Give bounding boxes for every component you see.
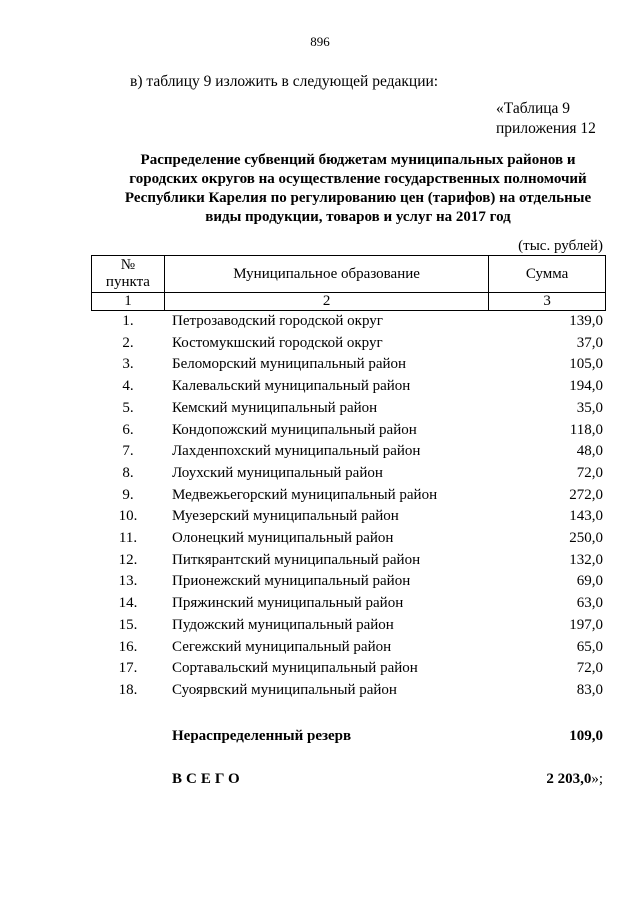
row-amount: 272,0 [569,486,603,503]
row-number: 11. [118,530,138,546]
header-amount-cell: Сумма [489,256,606,293]
table-reference-line: приложения 12 [496,120,596,137]
column-index-3: 3 [489,293,606,311]
table-row [0,443,640,465]
row-name: Олонецкий муниципальный район [172,530,394,546]
row-name: Питкярантский муниципальный район [172,551,421,568]
row-amount: 105,0 [569,356,603,373]
row-amount: 72,0 [576,464,603,481]
header-number-sign: № [120,257,136,273]
table-row [0,465,640,487]
row-number: 12. [118,551,138,568]
row-name: Петрозаводский городской округ [172,313,383,329]
table-row [0,335,640,357]
table-row [0,508,640,530]
title-line: Распределение субвенций бюджетам муниципальных районов и [140,152,576,168]
row-name: Прионежский муниципальный район [172,573,411,590]
reserve-label: Нераспределенный резерв [172,728,352,744]
title-line: виды продукции, товаров и услуг на 2017 год [205,209,511,225]
reserve-row [0,728,640,750]
header-number-word: пункта [105,274,150,290]
table-row [0,313,640,335]
row-name: Беломорский муниципальный район [172,356,407,373]
row-amount: 132,0 [569,551,603,568]
row-amount: 197,0 [569,616,603,633]
row-name: Кемский муниципальный район [172,399,378,416]
table-row [0,378,640,400]
row-name: Суоярвский муниципальный район [172,681,397,698]
row-amount: 139,0 [569,313,603,329]
table-row [0,617,640,639]
row-name: Костомукшский городской округ [172,334,383,351]
row-amount: 65,0 [576,638,603,655]
row-number: 6. [122,421,134,438]
row-number: 18. [118,681,138,698]
total-row [0,771,640,793]
reserve-amount: 109,0 [569,728,603,744]
total-amount-group [546,771,603,788]
row-number: 17. [118,660,138,677]
intro-text: в) таблицу 9 изложить в следующей редакции: [130,73,439,90]
row-amount: 72,0 [576,660,603,677]
page-number: 896 [310,34,330,49]
row-number: 8. [122,464,134,481]
unit-label: (тыс. рублей) [518,238,603,254]
table-row [0,400,640,422]
total-amount: 2 203,0 [546,771,592,787]
row-amount: 250,0 [569,530,603,546]
table-header [91,255,606,311]
row-amount: 118,0 [569,421,603,438]
row-number: 9. [122,486,134,503]
row-number: 7. [122,443,134,460]
row-number: 14. [118,595,138,612]
table-row [0,660,640,682]
column-index-2: 2 [164,293,488,311]
row-name: Сортавальский муниципальный район [172,660,418,677]
table-reference [496,99,596,139]
column-index-1: 1 [92,293,165,311]
row-name: Пряжинский муниципальный район [172,595,404,612]
row-number: 3. [122,356,134,373]
table-row [0,530,640,552]
row-amount: 143,0 [569,508,603,525]
row-number: 5. [122,399,134,416]
table-row [0,356,640,378]
document-title [90,151,626,227]
table-row [0,595,640,617]
row-amount: 48,0 [576,443,603,460]
table-row [0,639,640,661]
table-reference-line: «Таблица 9 [496,100,571,117]
table-row [0,422,640,444]
header-number-cell [92,256,165,293]
row-name: Медвежьегорский муниципальный район [172,486,438,503]
row-name: Кондопожский муниципальный район [172,421,417,438]
row-amount: 63,0 [576,595,603,612]
row-name: Лахденпохский муниципальный район [172,443,421,460]
table-row [0,573,640,595]
table-row [0,682,640,704]
row-name: Пудожский муниципальный район [172,616,394,633]
title-line: Республики Карелия по регулированию цен (тарифов) на отдельные [124,190,592,206]
row-number: 16. [118,638,138,655]
header-entity-cell: Муниципальное образование [164,256,488,293]
row-number: 13. [118,573,138,590]
row-name: Муезерский муниципальный район [172,508,399,525]
row-amount: 37,0 [576,334,603,351]
row-number: 1. [122,313,134,329]
row-number: 2. [122,334,134,351]
title-line: городских округов на осуществление государственных полномочий [129,171,587,187]
total-label: ВСЕГО [172,771,244,787]
row-name: Калевальский муниципальный район [172,378,411,395]
row-name: Сегежский муниципальный район [172,638,392,655]
row-amount: 69,0 [576,573,603,590]
row-number: 15. [118,616,138,633]
row-amount: 83,0 [576,681,603,698]
table-row [0,552,640,574]
table-row [0,487,640,509]
row-amount: 35,0 [576,399,603,416]
row-amount: 194,0 [569,378,603,395]
row-name: Лоухский муниципальный район [172,464,383,481]
closing-quote: »; [591,771,603,787]
row-number: 10. [118,508,138,525]
row-number: 4. [122,378,134,395]
